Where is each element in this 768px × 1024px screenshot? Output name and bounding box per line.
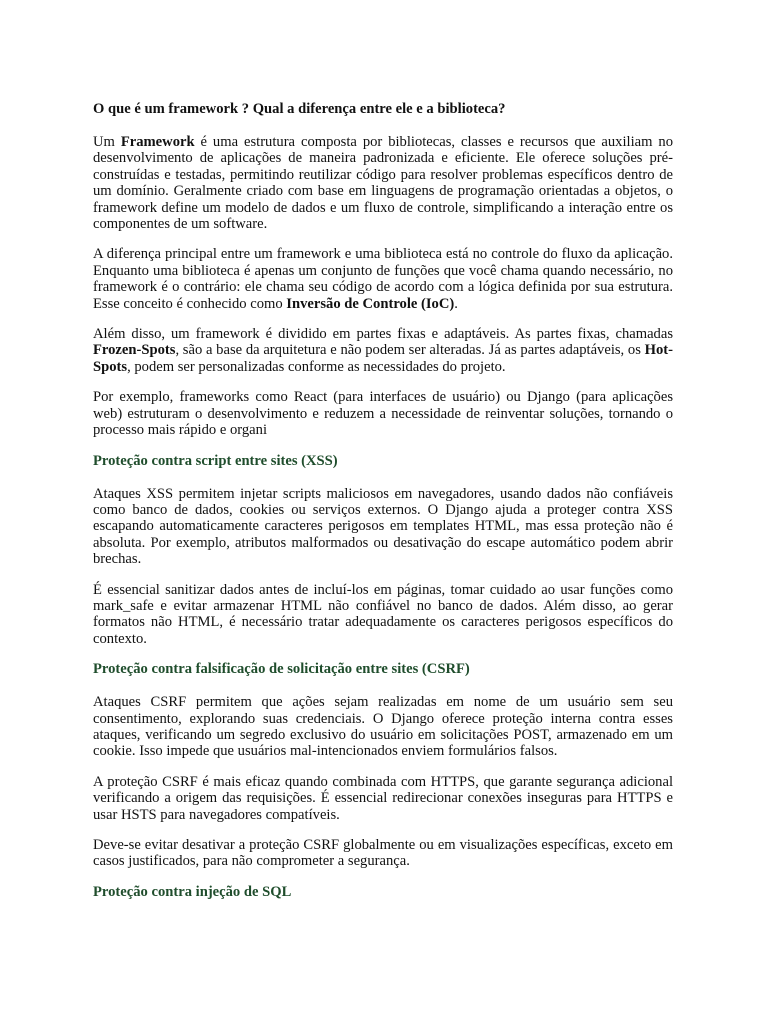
document-page	[93, 101, 673, 917]
section-heading: Proteção contra injeção de SQL	[93, 883, 292, 900]
section-paragraph: Deve-se evitar desativar a proteção CSRF globalmente ou em visualizações específicas, exceto em casos justificados, para não comprometer a segurança.	[93, 837, 673, 870]
section-heading: Proteção contra falsificação de solicitação entre sites (CSRF)	[93, 661, 470, 678]
paragraph-text: .	[454, 295, 458, 312]
section-paragraph: Ataques XSS permitem injetar scripts maliciosos em navegadores, usando dados não confiáveis como banco de dados, cookies ou serviços externos. O Django ajuda a proteger contra XSS escapando automaticamente caracteres perigosos em templates HTML, mas essa proteção não é absoluta. Por exemplo, atributos malformados ou desativação do escape automático podem abrir brechas.	[93, 485, 673, 568]
paragraph-text: Um	[93, 134, 121, 150]
content-sections	[93, 453, 673, 901]
paragraph-text: A diferença principal entre um framework e uma biblioteca está no controle do fluxo da aplicação. Enquanto uma biblioteca é apenas um conjunto de funções que você chama quando necessário, no framework é o contrário: ele chama seu código de acordo com a lógica definida por sua estrutura. Esse conceito é conhecido como	[93, 246, 673, 312]
emphasized-term: Framework	[120, 134, 195, 150]
section-paragraph: Ataques CSRF permitem que ações sejam realizadas em nome de um usuário sem seu consentimento, explorando suas credenciais. O Django oferece proteção interna contra esses ataques, verificando um segredo exclusivo do usuário em solicitações POST, armazenado em um cookie. Isso impede que usuários mal-intencionados enviem formulários falsos.	[93, 694, 673, 760]
paragraph-text: Por exemplo, frameworks como React (para interfaces de usuário) ou Django (para aplicações web) estruturam o desenvolvimento e reduzem a necessidade de reinventar soluções, tornando o processo mais rápido e organi	[93, 389, 673, 439]
section-heading: Proteção contra script entre sites (XSS)	[93, 452, 338, 469]
emphasized-term: Frozen-Spots	[93, 342, 176, 359]
intro-paragraph	[93, 134, 673, 232]
section-paragraph: A proteção CSRF é mais eficaz quando combinada com HTTPS, que garante segurança adicional verificando a origem das requisições. É essencial redirecionar conexões inseguras para HTTPS e usar HSTS para navegadores compatíveis.	[93, 773, 673, 823]
paragraph-text: , são a base da arquitetura e não podem ser alteradas. Já as partes adaptáveis, os	[175, 342, 645, 359]
paragraph-text: é uma estrutura composta por bibliotecas, classes e recursos que auxiliam no desenvolvimento de aplicações de maneira padronizada e eficiente. Ele oferece soluções pré-construídas e testadas, permitindo reutilizar código para resolver problemas específicos dentro de um domínio. Geralmente criado com base em linguagens de programação orientadas a objetos, o framework define um modelo de dados e um fluxo de controle, simplificando a interação entre os componentes de um software.	[93, 134, 673, 233]
paragraph-text: , podem ser personalizadas conforme as necessidades do projeto.	[127, 358, 506, 375]
emphasized-term: Inversão de Controle (IoC)	[286, 295, 455, 312]
intro-paragraph	[93, 389, 673, 438]
section-paragraph: É essencial sanitizar dados antes de incluí-los em páginas, tomar cuidado ao usar funções como mark_safe e evitar armazenar HTML não confiável no banco de dados. Além disso, ao gerar formatos não HTML, é necessário tratar adequadamente os caracteres perigosos específicos do contexto.	[93, 581, 673, 647]
emphasized-term: Hot-Spots	[93, 342, 673, 375]
intro-paragraph	[93, 246, 673, 312]
intro-section	[93, 134, 673, 439]
intro-paragraph	[93, 326, 673, 375]
document-title: O que é um framework ? Qual a diferença entre ele e a biblioteca?	[93, 101, 506, 117]
paragraph-text: Além disso, um framework é dividido em partes fixas e adaptáveis. As partes fixas, chamadas	[93, 326, 673, 343]
